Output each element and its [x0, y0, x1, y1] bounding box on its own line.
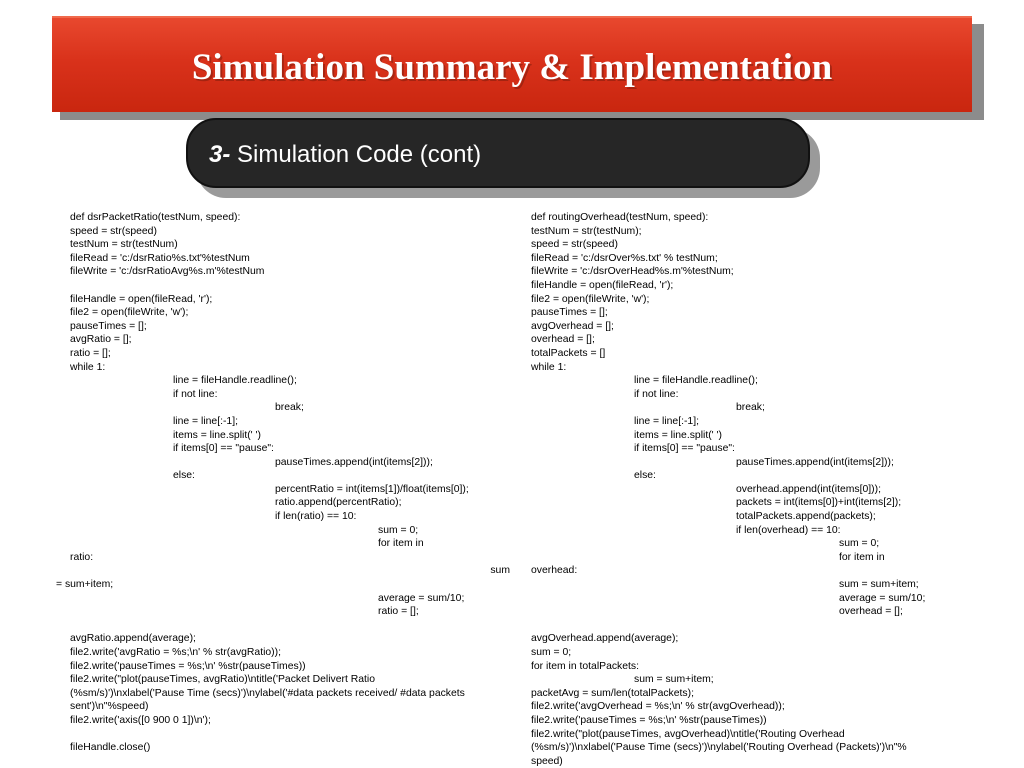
code-line: sum = sum+item;	[634, 674, 714, 686]
code-line: pauseTimes = [];	[531, 307, 608, 319]
code-line: = sum+item;	[56, 579, 114, 591]
code-line: sum = 0;	[839, 538, 880, 550]
code-line: file2.write('axis([0 900 0 1])\n');	[70, 714, 211, 726]
code-line: fileHandle = open(fileRead, 'r');	[70, 293, 213, 305]
code-line: avgRatio = [];	[70, 334, 132, 346]
code-line	[70, 619, 510, 633]
code-line: (%sm/s)')\nxlabel('Pause Time (secs)')\nylabel('#data packets received/ #data packets	[70, 687, 465, 699]
code-line: file2 = open(fileWrite, 'w');	[70, 307, 189, 319]
code-line: def routingOverhead(testNum, speed):	[531, 212, 709, 223]
slide-title: Simulation Summary & Implementation	[191, 47, 833, 88]
code-line: line = fileHandle.readline();	[634, 375, 758, 387]
code-line: else:	[634, 470, 656, 482]
code-line: percentRatio = int(items[1])/float(items[0]);	[275, 483, 469, 495]
code-line: file2.write('avgOverhead = %s;\n' % str(avgOverhead));	[531, 701, 785, 713]
code-line: line = fileHandle.readline();	[173, 375, 297, 387]
code-line: file2.write('pauseTimes = %s;\n' %str(pauseTimes))	[70, 660, 306, 672]
code-line: if not line:	[634, 388, 679, 400]
code-line: while 1:	[531, 361, 567, 373]
code-line: fileRead = 'c:/dsrOver%s.txt' % testNum;	[531, 252, 718, 264]
subtitle-number: 3-	[209, 141, 231, 168]
code-line: packets = int(items[0])+int(items[2]);	[736, 497, 902, 509]
code-line: avgOverhead = [];	[531, 320, 614, 332]
code-line: sum = 0;	[531, 647, 572, 658]
code-line: testNum = str(testNum);	[531, 225, 642, 237]
code-line: pauseTimes.append(int(items[2]));	[736, 456, 894, 468]
code-line: file2.write("plot(pauseTimes, avgOverhead)\ntitle('Routing Overhead	[531, 728, 845, 740]
code-line: file2.write('pauseTimes = %s;\n' %str(pauseTimes))	[531, 714, 767, 726]
code-line: if len(overhead) == 10:	[736, 524, 841, 536]
code-line: totalPackets = []	[531, 347, 606, 359]
code-line: avgRatio.append(average);	[70, 633, 196, 645]
code-line	[70, 279, 510, 293]
code-line	[531, 619, 971, 633]
code-line: speed)	[531, 755, 563, 767]
code-line: packetAvg = sum/len(totalPackets);	[531, 687, 694, 699]
code-line: file2 = open(fileWrite, 'w');	[531, 293, 650, 305]
code-line: fileHandle = open(fileRead, 'r');	[531, 279, 674, 291]
code-line: if not line:	[173, 388, 218, 400]
code-line: file2.write("plot(pauseTimes, avgRatio)\ntitle('Packet Delivert Ratio	[70, 674, 375, 686]
code-line: overhead:	[531, 565, 578, 577]
code-line: while 1:	[70, 361, 106, 373]
code-line: pauseTimes = [];	[70, 320, 147, 332]
left-code-block	[56, 211, 510, 755]
code-line: overhead = [];	[839, 606, 903, 618]
slide-subtitle	[209, 140, 481, 170]
subtitle-text: Simulation Code (cont)	[230, 141, 482, 168]
code-line: if items[0] == "pause":	[173, 443, 274, 455]
code-line: avgOverhead.append(average);	[531, 633, 679, 645]
right-code-block	[531, 211, 971, 768]
code-line: speed = str(speed)	[531, 239, 618, 251]
code-line: line = line[:-1];	[173, 415, 238, 427]
code-line: if items[0] == "pause":	[634, 443, 735, 455]
code-line: ratio:	[70, 551, 94, 563]
code-line: average = sum/10;	[378, 592, 465, 604]
code-line: average = sum/10;	[839, 592, 926, 604]
code-line: totalPackets.append(packets);	[736, 511, 876, 523]
code-line: for item in	[839, 551, 885, 563]
code-line: for item in	[378, 538, 424, 550]
code-line: items = line.split(' ')	[634, 429, 722, 441]
code-line: ratio.append(percentRatio);	[275, 497, 402, 509]
code-line: sum = 0;	[378, 524, 419, 536]
code-line: pauseTimes.append(int(items[2]));	[275, 456, 433, 468]
code-line: ratio = [];	[70, 347, 111, 359]
code-line: line = line[:-1];	[634, 415, 699, 427]
code-line: ratio = [];	[378, 606, 419, 618]
code-line: fileRead = 'c:/dsrRatio%s.txt'%testNum	[70, 252, 250, 264]
code-line	[70, 728, 510, 742]
code-line: fileWrite = 'c:/dsrRatioAvg%s.m'%testNum	[70, 266, 265, 278]
code-line: if len(ratio) == 10:	[275, 511, 357, 523]
code-line: overhead.append(int(items[0]));	[736, 483, 881, 495]
code-line: sum = sum+item;	[839, 579, 919, 591]
code-line: for item in totalPackets:	[531, 660, 639, 672]
code-line: overhead = [];	[531, 334, 595, 346]
code-line: break;	[275, 402, 304, 414]
code-line: fileWrite = 'c:/dsrOverHead%s.m'%testNum;	[531, 266, 734, 278]
code-line: break;	[736, 402, 765, 414]
code-line: (%sm/s)')\nxlabel('Pause Time (secs)')\nylabel('Routing Overhead (Packets)')\n"%	[531, 742, 907, 754]
code-line: items = line.split(' ')	[173, 429, 261, 441]
code-line: sum	[490, 565, 510, 577]
code-line: speed = str(speed)	[70, 225, 157, 237]
code-line: sent')\n"%speed)	[70, 701, 149, 713]
code-line: def dsrPacketRatio(testNum, speed):	[70, 212, 241, 223]
code-line: file2.write('avgRatio = %s;\n' % str(avgRatio));	[70, 647, 281, 658]
code-line: fileHandle.close()	[70, 742, 151, 754]
code-line: else:	[173, 470, 195, 482]
code-line: testNum = str(testNum)	[70, 239, 178, 251]
